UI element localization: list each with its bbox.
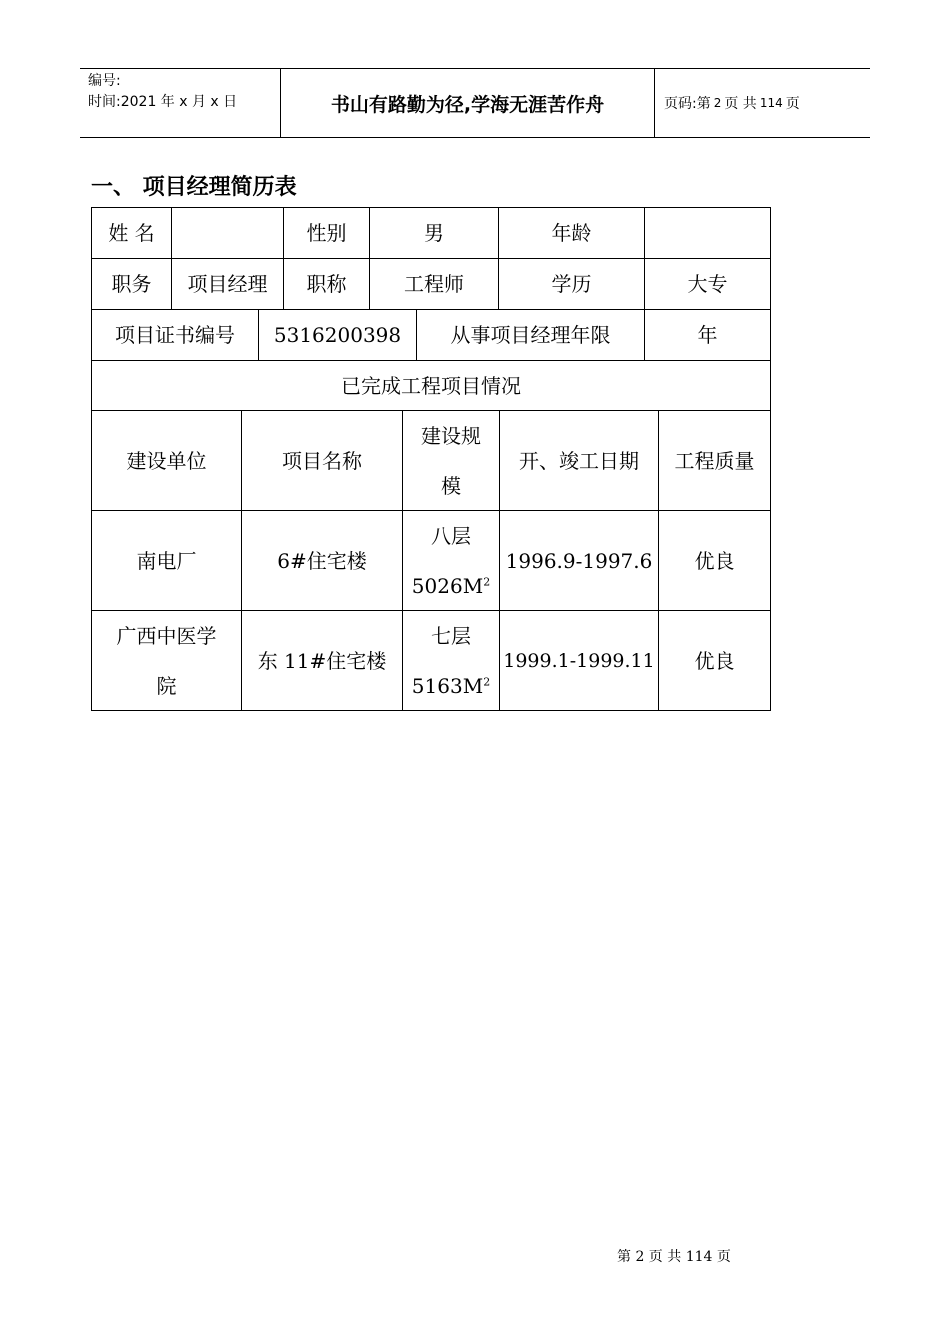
cert-label: 项目证书编号 xyxy=(92,310,259,361)
page-number: 2 xyxy=(713,96,722,110)
project-2-area xyxy=(412,661,490,711)
cert-value: 5316200398 xyxy=(259,310,417,361)
page-suffix: 页 xyxy=(785,96,800,112)
project-2-name: 东 11#住宅楼 xyxy=(242,611,403,710)
col-scale xyxy=(403,411,500,511)
project-2-floors: 七层 xyxy=(431,623,471,648)
age-label: 年龄 xyxy=(499,208,645,259)
project-1-quality: 优良 xyxy=(659,511,770,611)
project-1-scale xyxy=(403,511,500,611)
code-label: 编号: xyxy=(88,73,121,89)
project-2-quality: 优良 xyxy=(694,648,735,673)
project-1-area-value: 5026M xyxy=(411,573,484,598)
project-2-area-value: 5163M xyxy=(411,673,484,698)
col-project-name: 项目名称 xyxy=(242,411,403,511)
project-2-unit-line1: 广西中医学 xyxy=(116,623,217,648)
title-value: 工程师 xyxy=(370,259,499,310)
header-meta xyxy=(80,69,281,137)
project-2-unit-line2: 院 xyxy=(156,673,177,698)
page-mid: 页 共 xyxy=(724,96,757,112)
years-value: 年 xyxy=(645,310,770,361)
name-label: 姓 名 xyxy=(92,208,172,259)
col-quality: 工程质量 xyxy=(659,411,770,511)
title-label: 职称 xyxy=(284,259,370,310)
page-total: 114 xyxy=(759,96,783,110)
project-1-unit: 南电厂 xyxy=(92,511,242,611)
project-1-area-sup: 2 xyxy=(483,574,491,588)
years-label: 从事项目经理年限 xyxy=(417,310,645,361)
col-unit: 建设单位 xyxy=(92,411,242,511)
education-value: 大专 xyxy=(645,259,770,310)
name-value xyxy=(172,208,284,259)
section-title: 一、 项目经理简历表 xyxy=(91,175,297,200)
project-2-dates: 1999.1-1999.11 xyxy=(500,611,659,710)
education-label: 学历 xyxy=(499,259,645,310)
position-value: 项目经理 xyxy=(172,259,284,310)
resume-table xyxy=(91,207,771,711)
header-motto: 书山有路勤为径,学海无涯苦作舟 xyxy=(281,69,655,137)
project-1-dates: 1996.9-1997.6 xyxy=(500,511,659,611)
project-2-scale xyxy=(403,611,500,710)
project-1-name: 6#住宅楼 xyxy=(242,511,403,611)
page-prefix: 页码:第 xyxy=(664,96,711,112)
gender-value: 男 xyxy=(370,208,499,259)
project-2-area-sup: 2 xyxy=(483,674,491,688)
gender-label: 性别 xyxy=(284,208,370,259)
col-dates: 开、竣工日期 xyxy=(500,411,659,511)
age-value xyxy=(645,208,770,259)
project-1-floors: 八层 xyxy=(431,523,471,548)
position-label: 职务 xyxy=(92,259,172,310)
col-scale-line1: 建设规 xyxy=(421,423,481,448)
project-1-area xyxy=(412,561,490,611)
page-footer: 第 2 页 共 114 页 xyxy=(617,1249,731,1265)
page-header xyxy=(80,68,870,138)
col-scale-line2: 模 xyxy=(441,473,461,498)
time-label: 时间:2021 年 x 月 x 日 xyxy=(88,94,238,110)
project-2-unit xyxy=(92,611,242,710)
completed-projects-heading: 已完成工程项目情况 xyxy=(92,361,770,411)
header-page-info xyxy=(655,69,870,137)
